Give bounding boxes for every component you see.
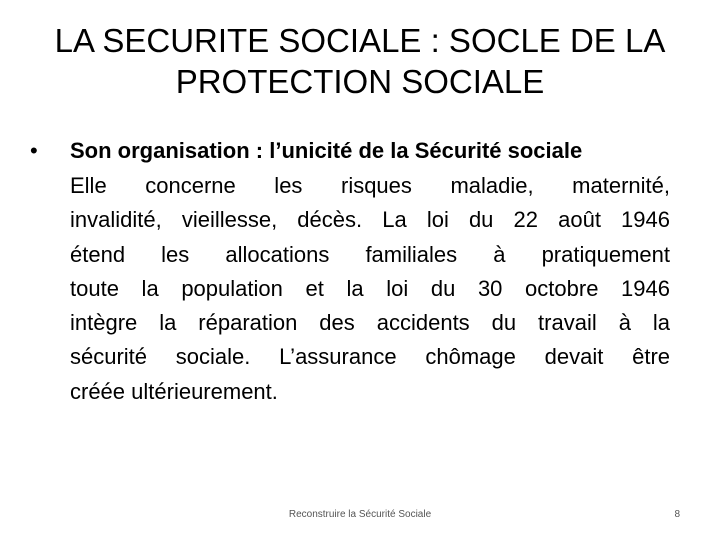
paragraph-line: créée ultérieurement.: [70, 378, 278, 404]
page-number: 8: [674, 509, 680, 520]
bullet-icon: •: [30, 138, 38, 163]
title-line-2: PROTECTION SOCIALE: [175, 63, 545, 100]
paragraph-line: intègre la réparation des accidents du travail à la: [70, 310, 670, 336]
paragraph-line: étend les allocations familiales à pratiquement: [70, 241, 670, 267]
paragraph-line: toute la population et la loi du 30 octobre 1946: [70, 275, 670, 301]
paragraph-line: invalidité, vieillesse, décès. La loi du 22 août 1946: [70, 207, 670, 233]
bullet-heading: Son organisation : l’unicité de la Sécurité sociale: [70, 138, 583, 163]
paragraph-line: sécurité sociale. L’assurance chômage devait être: [70, 344, 670, 370]
footer-text: Reconstruire la Sécurité Sociale: [288, 509, 432, 520]
bullet-heading-row: [30, 136, 680, 166]
paragraph-line: Elle concerne les risques maladie, maternité,: [70, 173, 670, 198]
bullet-paragraph: [70, 169, 670, 409]
slide-title: [40, 20, 680, 102]
title-line-1: LA SECURITE SOCIALE : SOCLE DE LA: [54, 22, 666, 59]
bullet-item: [30, 136, 680, 409]
